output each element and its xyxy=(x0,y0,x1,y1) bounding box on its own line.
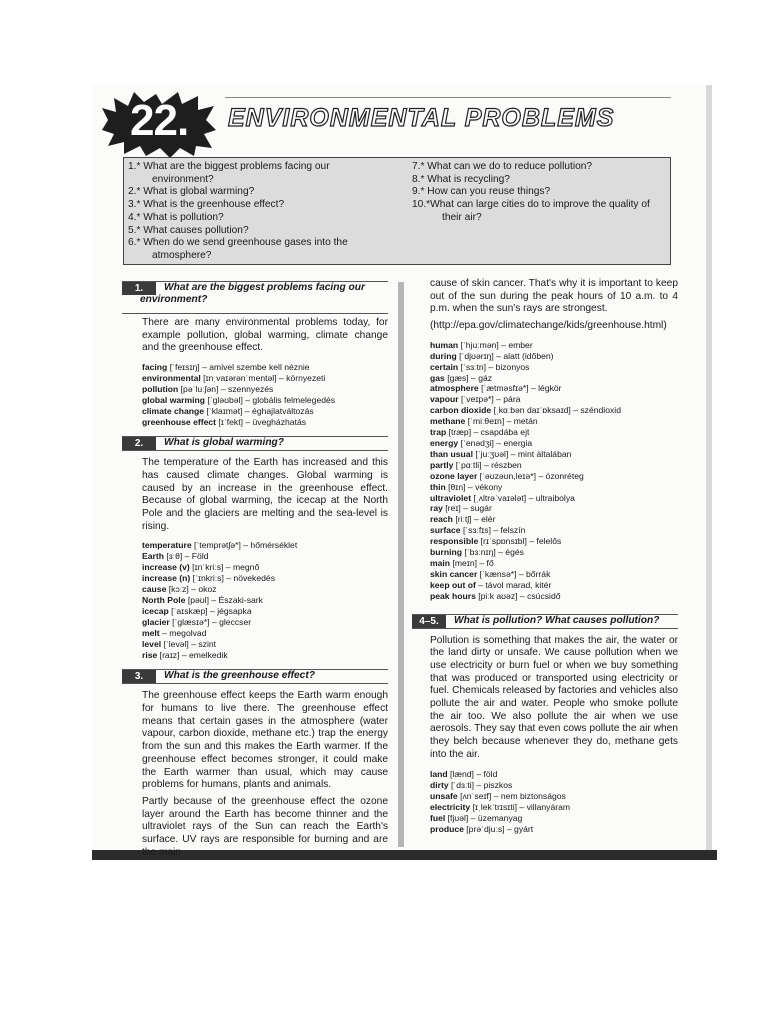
vocab-term: reach xyxy=(430,514,453,525)
vocab-definition: [ɪˈfekt] – üvegházhatás xyxy=(216,417,307,428)
vocab-definition: [lænd] – föld xyxy=(447,768,498,779)
vocab-term: energy xyxy=(430,437,459,448)
vocab-term: methane xyxy=(430,416,466,427)
vocab-entry xyxy=(430,340,678,351)
vocab-entry xyxy=(430,503,678,514)
vocab-entry xyxy=(430,802,678,813)
vocab-definition: [ˈsɜːfɪs] – felszín xyxy=(460,525,526,536)
vocab-definition: [ˈdɜːti] – piszkos xyxy=(448,779,513,790)
vocab-term: skin cancer xyxy=(430,568,478,579)
vocab-definition: [ɪnˈkriːs] – megnő xyxy=(189,562,260,573)
vocab-term: than usual xyxy=(430,448,473,459)
vocab-entry xyxy=(430,449,678,460)
chapter-title: ENVIRONMENTAL PROBLEMS xyxy=(228,104,615,132)
section-number: 1. xyxy=(122,282,156,295)
vocab-definition: [ˈætməsfɪə*] – légkör xyxy=(478,383,562,394)
vocab-entry xyxy=(430,813,678,824)
vocab-definition: [raɪz] – emelkedik xyxy=(157,650,228,661)
question-line: 6.* When do we send greenhouse gases into the xyxy=(128,237,348,249)
questions-right xyxy=(412,161,650,225)
vocab-term: dirty xyxy=(430,779,449,790)
vocab-entry xyxy=(430,471,678,482)
vocab-entry xyxy=(142,628,388,639)
section-1-heading xyxy=(122,281,388,308)
vocab-term: certain xyxy=(430,361,459,372)
vocab-entry xyxy=(430,547,678,558)
section-title: What is global warming? xyxy=(164,437,284,449)
question-line: 7.* What can we do to reduce pollution? xyxy=(412,161,593,172)
vocab-entry xyxy=(142,406,388,417)
vocab-entry xyxy=(142,573,388,584)
section-2-heading xyxy=(122,436,388,451)
vocab-entry xyxy=(430,780,678,791)
vocab-entry xyxy=(430,438,678,449)
vocab-term: keep out of xyxy=(430,579,476,590)
vocab-definition: [ˈdjʊərɪŋ] – alatt (időben) xyxy=(456,350,554,361)
vocab-definition: [ˈlevəl] – szint xyxy=(161,639,217,650)
vocab-entry xyxy=(430,558,678,569)
vocab-term: responsible xyxy=(430,536,479,547)
vocab-definition: [ʌnˈseɪf] – nem biztonságos xyxy=(457,790,566,801)
vocab-entry xyxy=(142,417,388,428)
vocab-entry xyxy=(430,769,678,780)
vocab-definition: [rɪˈspɒnsɪbl] – felelős xyxy=(478,536,562,547)
section-title: What is pollution? What causes pollution? xyxy=(454,614,660,626)
vocab-definition: [pəʊl] – Északi-sark xyxy=(185,595,263,606)
question-line: 1.* What are the biggest problems facing our xyxy=(128,161,330,172)
vocab-entry xyxy=(430,514,678,525)
section-number: 4–5. xyxy=(412,615,446,628)
vocab-term: human xyxy=(430,339,459,350)
vocab-term: increase (v) xyxy=(142,562,190,573)
section-number: 3. xyxy=(122,670,156,683)
vocab-entry xyxy=(430,791,678,802)
vocab-term: thin xyxy=(430,481,446,492)
vocab-term: North Pole xyxy=(142,595,186,606)
vocab-entry xyxy=(142,650,388,661)
vocab-entry xyxy=(430,405,678,416)
vocab-term: peak hours xyxy=(430,590,476,601)
vocab-definition: [fjʊəl] – üzemanyag xyxy=(445,812,523,823)
question-line: 9.* How can you reuse things? xyxy=(412,186,551,198)
vocab-entry xyxy=(142,584,388,595)
vocab-entry xyxy=(430,383,678,394)
vocab-list-3 xyxy=(412,340,678,602)
vocab-term: unsafe xyxy=(430,790,458,801)
question-line: 8.* What is recycling? xyxy=(412,173,510,185)
vocab-definition: [ɜːθ] – Föld xyxy=(163,551,209,562)
question-line: environment? xyxy=(152,173,214,185)
question-line: 4.* What is pollution? xyxy=(128,211,224,223)
vocab-definition: [piːk aʊəz] – csúcsidő xyxy=(475,590,561,601)
vocab-entry xyxy=(430,362,678,373)
vocab-definition: [ɡæs] – gáz xyxy=(444,372,493,383)
vocab-term: ray xyxy=(430,503,443,514)
vocab-entry xyxy=(142,395,388,406)
vocab-term: produce xyxy=(430,823,464,834)
vocab-term: burning xyxy=(430,547,462,558)
vocab-term: facing xyxy=(142,362,168,373)
vocab-term: surface xyxy=(430,525,461,536)
vocab-definition: [ˈklaɪmət] – éghajlatváltozás xyxy=(204,406,314,417)
vocab-term: carbon dioxide xyxy=(430,405,492,416)
vocab-term: increase (n) xyxy=(142,573,191,584)
vocab-term: atmosphere xyxy=(430,383,479,394)
vocab-entry xyxy=(142,551,388,562)
vocab-term: greenhouse effect xyxy=(142,417,217,428)
vocab-term: glacier xyxy=(142,617,170,628)
vocab-term: fuel xyxy=(430,812,446,823)
vocab-entry xyxy=(142,639,388,650)
vocab-definition: [ˈəʊzəʊn,leɪə*] – ózonréteg xyxy=(477,470,584,481)
vocab-definition: [ɪˌlekˈtrɪsɪti] – villanyáram xyxy=(470,801,571,812)
paragraph: There are many environmental problems today, for example pollution, global warming, climate change and the greenhouse effect. xyxy=(142,317,388,354)
vocab-entry xyxy=(430,591,678,602)
question-line: 5.* What causes pollution? xyxy=(128,224,249,236)
title-rule xyxy=(225,97,671,98)
section-title: What is the greenhouse effect? xyxy=(164,670,315,682)
vocab-term: rise xyxy=(142,650,158,661)
section-4-5-heading xyxy=(412,614,678,629)
source-link: (http://epa.gov/climatechange/kids/greenhouse.html) xyxy=(430,320,667,332)
left-column xyxy=(122,281,388,866)
vocab-definition: [ˈaɪskæp] – jégsapka xyxy=(168,606,252,617)
vocab-term: main xyxy=(430,557,451,568)
vocab-definition: [ˈbɜːnɪŋ] – égés xyxy=(461,547,524,558)
vocab-list-1 xyxy=(122,362,388,428)
paragraph: cause of skin cancer. That's why it is important to keep out of the sun during the peak hours of 10 a.m. to 4 p.m. when the sun's rays are strongest. xyxy=(430,278,678,315)
vocab-term: melt xyxy=(142,628,160,639)
vocab-definition: [ˈjuːʒʊəl] – mint általában xyxy=(472,448,572,459)
vocab-term: land xyxy=(430,768,448,779)
vocab-term: partly xyxy=(430,459,454,470)
vocab-entry xyxy=(430,427,678,438)
vocab-definition: [ˌkɑːbən daɪˈɒksaɪd] – széndioxid xyxy=(491,405,621,416)
vocab-term: environmental xyxy=(142,373,201,384)
vocab-definition: [ˈveɪpə*] – pára xyxy=(458,394,521,405)
vocab-definition: [ˈfeɪsɪŋ] – amivel szembe kell néznie xyxy=(167,362,310,373)
section-number: 2. xyxy=(122,437,156,450)
questions-left xyxy=(128,161,348,263)
vocab-definition: – megolvad xyxy=(159,628,207,639)
vocab-entry xyxy=(430,536,678,547)
right-column xyxy=(412,278,678,843)
vocab-term: level xyxy=(142,639,162,650)
vocab-entry xyxy=(430,460,678,471)
paragraph: The greenhouse effect keeps the Earth warm enough for humans to live there. The greenhouse effect means that certain gases in the atmosphere (water vapour, carbon dioxide, methane etc.) trap the energy from the sun and this makes the Earth warmer. If the greenhouse effect becomes stronger, it could make the Earth warmer than usual, which may cause problems for humans, plants and animals. xyxy=(142,690,388,791)
paragraph: The temperature of the Earth has increased and this has caused climate changes. Global warming is caused by an increase in the greenhouse effect. Because of global warming, the icecap at the North Pole and the glaciers are melting and the sea-level is rising. xyxy=(142,457,388,532)
vocab-term: trap xyxy=(430,427,447,438)
vocab-entry xyxy=(430,824,678,835)
vocab-term: ozone layer xyxy=(430,470,478,481)
vocab-list-2 xyxy=(122,540,388,661)
paragraph: Pollution is something that makes the air, the water or the land dirty or unsafe. We cause pollution when we use electricity or burn fuel or when we buy something that was produced or transported using electricity or fuel. Chemicals released by factories and vehicles also pollute the air and water. People who smoke pollute the air too. We also pollute the air when we use aerosols. They say that even cows pollute the air when they belch because whenever they do, methane gets into the air. xyxy=(430,634,678,760)
vocab-term: during xyxy=(430,350,457,361)
vocab-definition: [ˈhjuːmən] – ember xyxy=(458,339,533,350)
vocab-entry xyxy=(142,373,388,384)
vocab-definition: [ˈpɑːtli] – részben xyxy=(453,459,522,470)
paragraph: Partly because of the greenhouse effect the ozone layer around the Earth has become thinner and the ultraviolet rays of the Sun can reach the Earth's surface. UV rays are responsible for burning and are the main xyxy=(142,795,388,858)
section-3-heading xyxy=(122,669,388,684)
vocab-term: gas xyxy=(430,372,445,383)
vocab-definition: [kɔːz] – okoz xyxy=(166,584,217,595)
vocab-term: temperature xyxy=(142,540,192,551)
vocab-entry xyxy=(430,416,678,427)
vocab-entry xyxy=(430,493,678,504)
vocab-list-4 xyxy=(412,769,678,835)
vocab-entry xyxy=(430,373,678,384)
column-divider xyxy=(398,282,404,847)
vocab-term: Earth xyxy=(142,551,164,562)
vocab-entry xyxy=(430,394,678,405)
vocab-definition: [ˈsɜːtn] – bizonyos xyxy=(458,361,530,372)
vocab-definition: [meɪn] – fő xyxy=(450,557,494,568)
vocab-definition: [prəˈdjuːs] – gyárt xyxy=(463,823,534,834)
vocab-term: vapour xyxy=(430,394,459,405)
vocab-definition: [ˌʌltrəˈvaɪələt] – ultraibolya xyxy=(471,492,575,503)
vocab-entry xyxy=(142,540,388,551)
vocab-entry xyxy=(142,617,388,628)
vocab-term: icecap xyxy=(142,606,169,617)
vocab-definition: [riːtʃ] – elér xyxy=(452,514,496,525)
question-line: 2.* What is global warming? xyxy=(128,186,255,198)
vocab-definition: [ˈɡlæsɪə*] – gleccser xyxy=(169,617,252,628)
vocab-entry xyxy=(142,362,388,373)
vocab-entry xyxy=(430,525,678,536)
vocab-definition: [ˈɪnkriːs] – növekedés xyxy=(190,573,275,584)
vocab-definition: [ˈenədʒi] – energia xyxy=(458,437,533,448)
vocab-entry xyxy=(430,351,678,362)
vocab-definition: [pəˈluːʃən] – szennyezés xyxy=(178,384,274,395)
question-line: 10.*What can large cities do to improve the quality of xyxy=(412,199,650,211)
chapter-number: 22. xyxy=(130,96,189,145)
vocab-entry xyxy=(430,580,678,591)
vocab-term: climate change xyxy=(142,406,205,417)
vocab-definition: [træp] – csapdába ejt xyxy=(446,427,530,438)
section-title: What are the biggest problems facing our xyxy=(164,282,365,293)
question-line: 3.* What is the greenhouse effect? xyxy=(128,199,285,211)
vocab-entry xyxy=(142,384,388,395)
vocab-definition: [ˈɡləʊbəl] – globális felmelegedés xyxy=(205,395,336,406)
vocab-term: electricity xyxy=(430,801,471,812)
rule xyxy=(122,313,388,314)
vocab-definition: [ˈkænsə*] – bőrrák xyxy=(477,568,551,579)
question-line: atmosphere? xyxy=(152,249,212,261)
vocab-definition: [reɪ] – sugár xyxy=(442,503,492,514)
vocab-term: cause xyxy=(142,584,167,595)
vocab-definition: [ˈmiːθeɪn] – metán xyxy=(465,416,538,427)
vocab-entry xyxy=(430,482,678,493)
vocab-entry xyxy=(142,606,388,617)
vocab-term: pollution xyxy=(142,384,179,395)
vocab-definition: [ɪnˌvaɪərənˈmentəl] – környezeti xyxy=(200,373,326,384)
question-line: their air? xyxy=(442,211,482,223)
vocab-entry xyxy=(430,569,678,580)
vocab-definition: [θɪn] – vékony xyxy=(445,481,503,492)
vocab-definition: [ˈtemprətʃə*] – hőmérséklet xyxy=(191,540,298,551)
vocab-entry xyxy=(142,595,388,606)
vocab-term: ultraviolet xyxy=(430,492,472,503)
section-title-cont: environment? xyxy=(140,294,208,305)
vocab-term: global warming xyxy=(142,395,206,406)
vocab-definition: – távol marad, kitér xyxy=(475,579,552,590)
questions-box xyxy=(123,157,671,265)
vocab-entry xyxy=(142,562,388,573)
